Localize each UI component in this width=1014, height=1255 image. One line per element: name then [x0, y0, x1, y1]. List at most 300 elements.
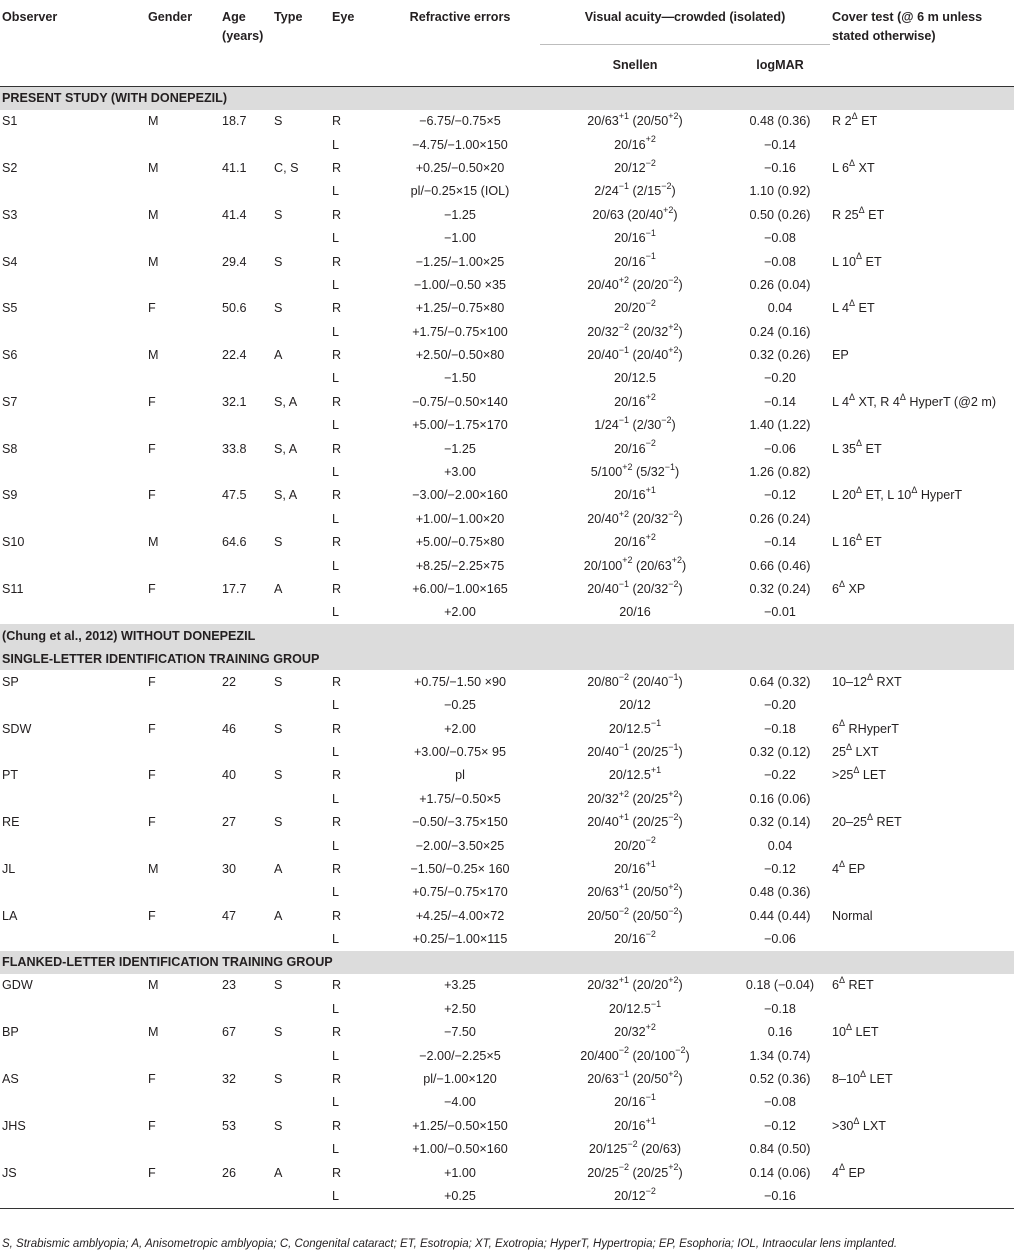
cell-age: 18.7 — [222, 114, 247, 129]
table-row — [0, 343, 1014, 366]
header-eye: Eye — [332, 10, 355, 24]
cell-logmar: −0.14 — [764, 137, 796, 152]
header-age: Age (years) — [222, 10, 264, 43]
cell-age: 67 — [222, 1025, 237, 1040]
cell-refractive-error: +2.00 — [444, 721, 476, 736]
cell-cover-test — [830, 273, 1014, 296]
cell-logmar: 0.64 (0.32) — [749, 674, 811, 689]
cell-snellen: $20/12^{-2}$ — [614, 157, 656, 175]
cell-logmar: 0.32 (0.26) — [749, 348, 811, 363]
table-row — [0, 460, 1014, 483]
cell-type — [272, 693, 330, 716]
cell-cover-test: L $35^\Delta$ ET — [832, 438, 882, 456]
cell-refractive-error: +3.00/−0.75× 95 — [413, 744, 507, 759]
cell-type: S — [274, 207, 283, 222]
cell-type: A — [274, 908, 283, 923]
cell-age: 47 — [222, 908, 237, 923]
cell-refractive-error: pl/−0.25×15 (IOL) — [410, 184, 510, 199]
cell-observer — [0, 834, 140, 857]
cell-age — [220, 834, 272, 857]
cell-cover-test: L $4^\Delta$ XT, R $4^\Delta$ HyperT (@2 m) — [832, 391, 997, 409]
cell-age: 17.7 — [222, 582, 247, 596]
cell-type — [272, 554, 330, 577]
cell-gender — [140, 881, 220, 904]
cell-refractive-error: +1.00/−1.00×20 — [415, 511, 505, 526]
section-header — [0, 951, 1014, 974]
cell-gender — [140, 414, 220, 437]
header-cover-test: Cover test (@ 6 m unless stated otherwise) — [832, 10, 983, 43]
cell-cover-test — [830, 414, 1014, 437]
cell-eye: R — [332, 861, 342, 876]
cell-snellen: $20/16^{+1}$ — [614, 858, 656, 876]
cell-cover-test: L $20^\Delta$ ET, L $10^\Delta$ HyperT — [832, 485, 963, 503]
cell-logmar: 0.50 (0.26) — [749, 207, 811, 222]
cell-cover-test — [830, 601, 1014, 624]
cell-eye: R — [332, 348, 342, 363]
cell-snellen: $5/100^{+2}$ $(5/32^{-1})$ — [590, 461, 680, 480]
cell-type — [272, 1138, 330, 1161]
cell-refractive-error: −1.50 — [444, 371, 476, 386]
cell-snellen: $20/25^{-2}$ $(20/25^{+2})$ — [587, 1162, 683, 1180]
table-row — [0, 273, 1014, 296]
cell-logmar: 0.32 (0.14) — [749, 815, 811, 830]
cell-snellen: $20/63^{+1}$ $(20/50^{+2})$ — [587, 882, 683, 900]
section-header — [0, 624, 1014, 647]
cell-refractive-error: −1.00/−0.50 ×35 — [413, 277, 507, 292]
cell-logmar: −0.20 — [764, 371, 796, 386]
cell-refractive-error: −1.25 — [444, 207, 476, 222]
cell-type: S — [274, 815, 283, 830]
cell-refractive-error: +4.25/−4.00×72 — [415, 908, 505, 923]
cell-snellen: $20/40^{+2}$ $(20/20^{-2})$ — [587, 274, 683, 292]
table-row — [0, 670, 1014, 693]
cell-logmar: −0.18 — [764, 721, 796, 736]
cell-logmar: −0.08 — [764, 231, 796, 246]
cell-snellen: $20/32^{+2}$ $(20/25^{+2})$ — [587, 788, 683, 806]
cell-age — [220, 460, 272, 483]
cell-cover-test — [830, 1184, 1014, 1208]
cell-eye: L — [332, 277, 340, 292]
cell-type: S — [274, 1025, 283, 1040]
cell-type — [272, 460, 330, 483]
cell-gender — [140, 1044, 220, 1067]
cell-type: S — [274, 535, 283, 550]
cell-gender: F — [148, 1165, 156, 1180]
cell-eye: L — [332, 511, 340, 526]
cell-gender: F — [148, 394, 156, 409]
table-row — [0, 1138, 1014, 1161]
table-row — [0, 601, 1014, 624]
cell-refractive-error: +0.75/−1.50 ×90 — [413, 674, 507, 689]
cell-age: 41.4 — [222, 207, 247, 222]
cell-observer — [0, 180, 140, 203]
cell-cover-test: $4^\Delta$ EP — [832, 858, 866, 876]
cell-observer — [0, 1138, 140, 1161]
cell-refractive-error: −1.50/−0.25× 160 — [410, 861, 510, 876]
cell-cover-test: L $4^\Delta$ ET — [832, 298, 875, 316]
cell-cover-test — [830, 834, 1014, 857]
table-row — [0, 180, 1014, 203]
cell-cover-test: $6^\Delta$ XP — [832, 578, 866, 596]
header-refractive-errors: Refractive errors — [409, 10, 511, 24]
cell-type: A — [274, 861, 283, 876]
cell-logmar: 0.32 (0.12) — [749, 744, 811, 759]
cell-type: S — [274, 674, 283, 689]
cell-type — [272, 787, 330, 810]
table-row — [0, 320, 1014, 343]
cell-refractive-error: +1.75/−0.50×5 — [419, 791, 501, 806]
cell-logmar: −0.06 — [764, 441, 796, 456]
cell-logmar: 0.48 (0.36) — [749, 885, 811, 900]
cell-snellen: 20/12.5 — [613, 371, 657, 386]
cell-eye: R — [332, 160, 342, 175]
cell-eye: R — [332, 815, 342, 830]
cell-eye: R — [332, 1118, 342, 1133]
cell-logmar: 0.26 (0.24) — [749, 511, 811, 526]
cell-snellen: $20/20^{-2}$ — [614, 835, 656, 853]
cell-type — [272, 414, 330, 437]
cell-observer: SDW — [2, 721, 32, 736]
cell-age — [220, 997, 272, 1020]
cell-logmar: 0.44 (0.44) — [749, 908, 811, 923]
cell-type: A — [274, 348, 283, 363]
cell-refractive-error: +8.25/−2.25×75 — [415, 558, 505, 573]
cell-eye: L — [332, 698, 340, 713]
cell-age: 33.8 — [222, 441, 247, 456]
table-row — [0, 717, 1014, 740]
cell-logmar: 1.26 (0.82) — [749, 465, 811, 480]
cell-cover-test — [830, 1138, 1014, 1161]
cell-type — [272, 320, 330, 343]
cell-eye: R — [332, 535, 342, 550]
cell-cover-test — [830, 133, 1014, 156]
cell-observer: S4 — [2, 254, 18, 269]
cell-eye: L — [332, 605, 340, 620]
cell-age: 22.4 — [222, 348, 247, 363]
table-row — [0, 226, 1014, 249]
table-body — [0, 86, 1014, 1208]
cell-refractive-error: −4.75/−1.00×150 — [412, 137, 508, 152]
table-row — [0, 531, 1014, 554]
cell-type: S — [274, 721, 283, 736]
cell-age: 27 — [222, 815, 237, 830]
cell-refractive-error: +0.25/−1.00×115 — [412, 932, 508, 947]
cell-age: 64.6 — [222, 535, 247, 550]
cell-snellen: $20/40^{+1}$ $(20/25^{-2})$ — [587, 811, 683, 830]
cell-snellen: $20/16^{+1}$ — [614, 485, 656, 503]
cell-snellen: $20/16^{-1}$ — [614, 1092, 656, 1110]
cell-age — [220, 273, 272, 296]
cell-eye: R — [332, 1165, 342, 1180]
cell-cover-test: $>30^\Delta$ LXT — [832, 1115, 886, 1133]
cell-type — [272, 180, 330, 203]
cell-eye: R — [332, 394, 342, 409]
cell-gender — [140, 693, 220, 716]
cell-type: S, A — [274, 394, 298, 409]
cell-snellen: $20/16^{-1}$ — [614, 251, 656, 269]
table-row — [0, 787, 1014, 810]
cell-observer — [0, 740, 140, 763]
cell-observer — [0, 881, 140, 904]
cell-gender — [140, 554, 220, 577]
table-row — [0, 764, 1014, 787]
table-row — [0, 156, 1014, 179]
cell-observer — [0, 1044, 140, 1067]
cell-eye: L — [332, 371, 340, 386]
cell-observer — [0, 273, 140, 296]
cell-refractive-error: +1.00 — [444, 1165, 476, 1180]
cell-age — [220, 507, 272, 530]
cell-refractive-error: +1.25/−0.50×150 — [412, 1118, 508, 1133]
cell-eye: L — [332, 1048, 340, 1063]
cell-snellen: $20/16^{+1}$ — [614, 1115, 656, 1133]
cell-gender — [140, 180, 220, 203]
table-row — [0, 1091, 1014, 1114]
cell-type — [272, 740, 330, 763]
cell-cover-test — [830, 554, 1014, 577]
cell-refractive-error: +1.75/−0.75×100 — [412, 324, 508, 339]
table-row — [0, 1021, 1014, 1044]
cell-observer: RE — [2, 815, 20, 830]
cell-age: 40 — [222, 768, 237, 783]
cell-snellen: $20/32^{+2}$ — [614, 1022, 656, 1040]
cell-cover-test: L $6^\Delta$ XT — [832, 157, 875, 175]
cell-refractive-error: −1.00 — [444, 231, 476, 246]
cell-logmar: −0.14 — [764, 394, 796, 409]
cell-gender: F — [148, 721, 156, 736]
cell-cover-test — [830, 226, 1014, 249]
cell-type: S — [274, 978, 283, 993]
cell-age: 41.1 — [222, 160, 247, 175]
cell-age: 22 — [222, 674, 237, 689]
cell-age — [220, 554, 272, 577]
cell-observer: JL — [2, 861, 16, 876]
cell-age: 30 — [222, 861, 237, 876]
cell-refractive-error: −2.00/−2.25×5 — [419, 1048, 501, 1063]
cell-cover-test: $>25^\Delta$ LET — [832, 765, 886, 783]
cell-age — [220, 133, 272, 156]
cell-snellen: $20/40^{-1}$ $(20/40^{+2})$ — [587, 344, 683, 363]
cell-refractive-error: +3.00 — [444, 465, 476, 480]
cell-logmar: −0.12 — [764, 1118, 796, 1133]
cell-observer: SP — [2, 674, 19, 689]
cell-logmar: −0.18 — [764, 1001, 796, 1016]
cell-observer — [0, 367, 140, 390]
cell-refractive-error: +2.50 — [444, 1001, 476, 1016]
cell-snellen: $20/63^{+1}$ $(20/50^{+2})$ — [587, 111, 683, 129]
cell-eye: R — [332, 1072, 342, 1087]
cell-logmar: −0.16 — [764, 160, 796, 175]
cell-eye: R — [332, 254, 342, 269]
cell-eye: L — [332, 1142, 340, 1157]
cell-observer: S9 — [2, 488, 18, 503]
cell-logmar: 1.40 (1.22) — [749, 418, 811, 433]
cell-cover-test: L $16^\Delta$ ET — [832, 532, 882, 550]
cell-refractive-error: −4.00 — [444, 1095, 476, 1110]
cell-snellen: $20/40^{+2}$ $(20/32^{-2})$ — [587, 508, 683, 526]
table-footnote: S, Strabismic amblyopia; A, Anisometropic amblyopia; C, Congenital cataract; ET, Esotropia; XT, Exotropia; HyperT, Hypertropia; EP, Esophoria; IOL, Intraocular lens implanted. — [2, 1238, 898, 1250]
cell-logmar: −0.06 — [764, 932, 796, 947]
cell-cover-test: $10-12^\Delta$ RXT — [832, 671, 902, 689]
cell-observer — [0, 554, 140, 577]
table-row — [0, 133, 1014, 156]
cell-age: 46 — [222, 721, 237, 736]
cell-gender — [140, 1138, 220, 1161]
header-type: Type — [274, 10, 303, 24]
cell-eye: R — [332, 768, 342, 783]
cell-gender — [140, 601, 220, 624]
cell-observer: S3 — [2, 207, 18, 222]
cell-refractive-error: −0.75/−0.50×140 — [412, 394, 508, 409]
cell-observer — [0, 787, 140, 810]
cell-age — [220, 320, 272, 343]
cell-eye: R — [332, 114, 342, 129]
cell-logmar: −0.08 — [764, 254, 796, 269]
cell-observer — [0, 460, 140, 483]
table-row — [0, 297, 1014, 320]
cell-refractive-error: +0.75/−0.75×170 — [412, 885, 508, 900]
cell-snellen: 20/16 — [619, 605, 651, 620]
cell-eye: L — [332, 1001, 340, 1016]
header-observer: Observer — [2, 10, 58, 24]
cell-cover-test: Normal — [832, 908, 873, 923]
cell-type: C, S — [274, 160, 299, 175]
cell-type — [272, 367, 330, 390]
cell-refractive-error: −2.00/−3.50×25 — [415, 838, 505, 853]
section-title: FLANKED-LETTER IDENTIFICATION TRAINING GROUP — [0, 951, 1014, 974]
cell-observer: S8 — [2, 441, 18, 456]
cell-type — [272, 1184, 330, 1208]
cell-logmar: 0.84 (0.50) — [749, 1142, 811, 1157]
cell-eye: L — [332, 324, 340, 339]
cell-snellen: $20/16^{-2}$ — [614, 438, 656, 456]
cell-gender — [140, 507, 220, 530]
cell-age: 32 — [222, 1072, 237, 1087]
cell-gender — [140, 1091, 220, 1114]
cell-eye: L — [332, 932, 340, 947]
cell-gender — [140, 1184, 220, 1208]
cell-snellen: $20/12.5^{-1}$ — [608, 998, 662, 1016]
cell-type: S — [274, 768, 283, 783]
section-header — [0, 647, 1014, 670]
section-title: SINGLE-LETTER IDENTIFICATION TRAINING GROUP — [0, 647, 1014, 670]
cell-gender — [140, 226, 220, 249]
cell-type: S — [274, 114, 283, 129]
cell-age — [220, 367, 272, 390]
cell-cover-test — [830, 180, 1014, 203]
cell-observer — [0, 997, 140, 1020]
cell-gender: M — [148, 160, 159, 175]
cell-gender: F — [148, 488, 156, 503]
cell-snellen: $20/16^{-2}$ — [614, 928, 656, 947]
cell-observer: S6 — [2, 348, 18, 363]
table-row — [0, 810, 1014, 833]
cell-snellen: $20/16^{+2}$ — [614, 134, 656, 152]
table-row — [0, 927, 1014, 950]
cell-cover-test — [830, 881, 1014, 904]
cell-snellen: 20/12 — [619, 698, 651, 713]
cell-gender: M — [148, 254, 159, 269]
cell-type: S — [274, 1118, 283, 1133]
cell-cover-test — [830, 927, 1014, 950]
cell-refractive-error: +1.00/−0.50×160 — [412, 1142, 508, 1157]
cell-cover-test — [830, 693, 1014, 716]
cell-logmar: −0.12 — [764, 861, 796, 876]
cell-snellen: $20/80^{-2}$ $(20/40^{-1})$ — [587, 671, 683, 689]
cell-logmar: −0.22 — [764, 768, 796, 783]
cell-eye: R — [332, 582, 342, 596]
cell-gender: F — [148, 441, 156, 456]
cell-age — [220, 601, 272, 624]
cell-eye: R — [332, 674, 342, 689]
cell-refractive-error: −1.25/−1.00×25 — [415, 254, 505, 269]
cell-refractive-error: −0.25 — [444, 698, 476, 713]
cell-eye: R — [332, 301, 342, 316]
cell-gender — [140, 787, 220, 810]
cell-type: A — [274, 582, 283, 596]
cell-type — [272, 273, 330, 296]
cell-gender — [140, 133, 220, 156]
cell-eye: R — [332, 908, 342, 923]
cell-gender: F — [148, 815, 156, 830]
table-row — [0, 740, 1014, 763]
cell-logmar: 0.52 (0.36) — [749, 1072, 811, 1087]
cell-cover-test: EP — [832, 348, 849, 363]
cell-observer — [0, 133, 140, 156]
cell-gender: M — [148, 114, 159, 129]
cell-logmar: −0.01 — [764, 605, 796, 620]
cell-observer — [0, 226, 140, 249]
cell-snellen: $20/40^{-1}$ $(20/32^{-2})$ — [587, 578, 683, 596]
cell-cover-test — [830, 787, 1014, 810]
cell-logmar: 0.18 (−0.04) — [745, 978, 815, 993]
cell-type: S — [274, 1072, 283, 1087]
cell-type — [272, 1091, 330, 1114]
section-title: PRESENT STUDY (WITH DONEPEZIL) — [0, 86, 1014, 110]
table-row — [0, 1044, 1014, 1067]
cell-age: 47.5 — [222, 488, 247, 503]
table-row — [0, 577, 1014, 600]
cell-eye: L — [332, 465, 340, 480]
cell-refractive-error: +3.25 — [444, 978, 476, 993]
cell-observer — [0, 693, 140, 716]
cell-snellen: $1/24^{-1}$ $(2/30^{-2})$ — [594, 415, 676, 433]
cell-observer: S5 — [2, 301, 18, 316]
cell-gender: M — [148, 348, 159, 363]
cell-gender: M — [148, 207, 159, 222]
cell-gender — [140, 997, 220, 1020]
cell-observer — [0, 414, 140, 437]
cell-gender: M — [148, 978, 159, 993]
cell-age: 29.4 — [222, 254, 247, 269]
table-row — [0, 203, 1014, 226]
cell-cover-test: $4^\Delta$ EP — [832, 1162, 866, 1180]
cell-logmar: −0.08 — [764, 1095, 796, 1110]
cell-observer: GDW — [2, 978, 33, 993]
cell-observer: S11 — [2, 582, 24, 596]
cell-snellen: $20/32^{-2}$ $(20/32^{+2})$ — [587, 321, 683, 339]
cell-logmar: 0.48 (0.36) — [749, 114, 811, 129]
cell-age: 23 — [222, 978, 237, 993]
cell-age — [220, 787, 272, 810]
cell-observer — [0, 507, 140, 530]
cell-logmar: −0.12 — [764, 488, 796, 503]
cell-snellen: $20/40^{-1}$ $(20/25^{-1})$ — [587, 741, 683, 759]
header-gender: Gender — [148, 10, 193, 24]
cell-gender: F — [148, 1072, 156, 1087]
cell-cover-test: R $2^\Delta$ ET — [832, 111, 878, 129]
table-row — [0, 1114, 1014, 1137]
